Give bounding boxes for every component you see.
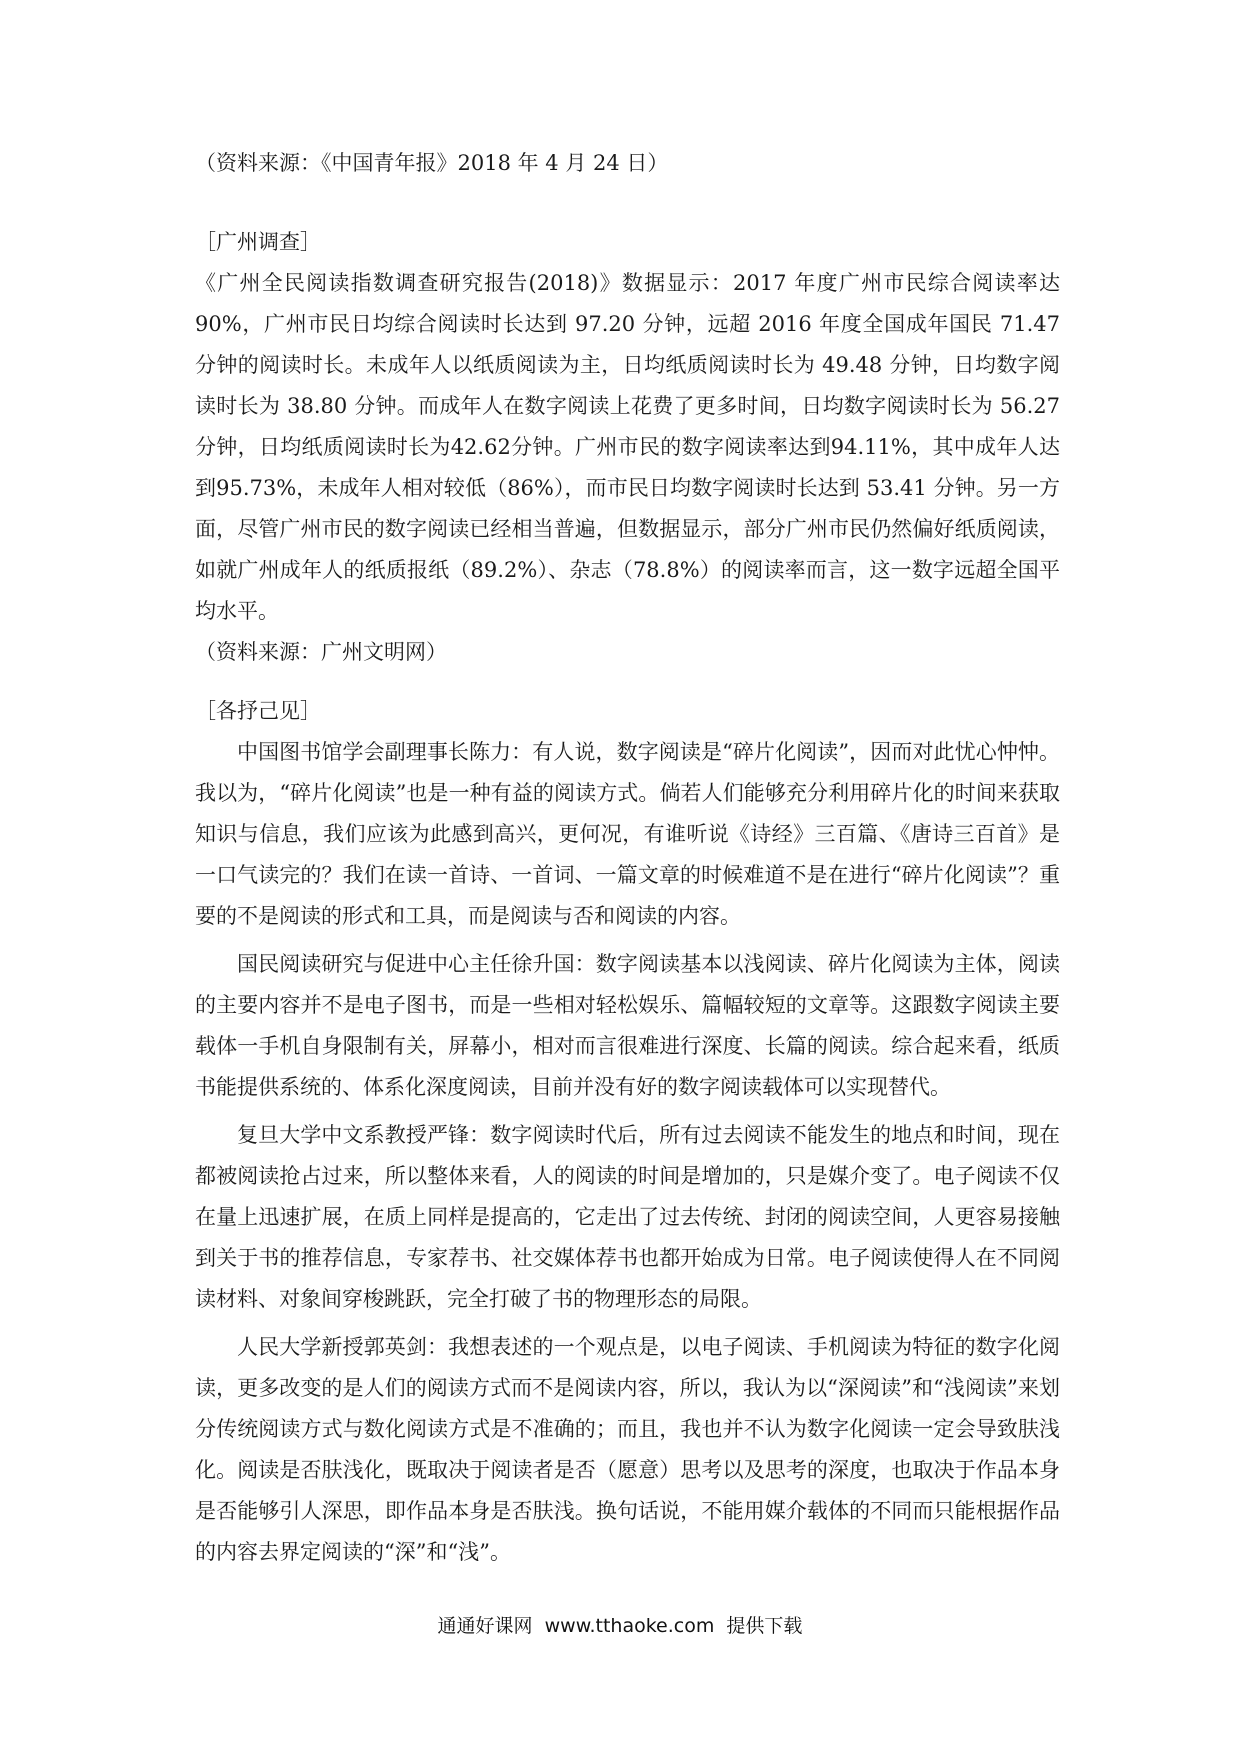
- footer-url[interactable]: www.tthaoke.com: [544, 1615, 715, 1637]
- section-heading-guangzhou: ［广州调查］: [195, 230, 321, 254]
- opinion-paragraph: 人民大学新授郭英剑：我想表述的一个观点是，以电子阅读、手机阅读为特征的数字化阅读，更多改变的是人们的阅读方式而不是阅读内容，所以，我认为以“深阅读”和“浅阅读”来划分传统阅读方式与数化阅读方式是不准确的；而且，我也并不认为数字化阅读一定会导致肤浅化。阅读是否肤浅化，既取决于阅读者是否（愿意）思考以及思考的深度，也取决于作品本身是否能够引人深思，即作品本身是否肤浅。换句话说，不能用媒介载体的不同而只能根据作品的内容去界定阅读的“深”和“浅”。: [195, 1335, 1060, 1564]
- opinion-paragraph: 复旦大学中文系教授严锋：数字阅读时代后，所有过去阅读不能发生的地点和时间，现在都被阅读抢占过来，所以整体来看，人的阅读的时间是增加的，只是媒介变了。电子阅读不仅在量上迅速扩展，在质上同样是提高的，它走出了过去传统、封闭的阅读空间，人更容易接触到关于书的推荐信息，专家荐书、社交媒体荐书也都开始成为日常。电子阅读使得人在不同阅读材料、对象间穿梭跳跃，完全打破了书的物理形态的局限。: [195, 1123, 1060, 1311]
- opinion-paragraph: 中国图书馆学会副理事长陈力：有人说，数字阅读是“碎片化阅读”，因而对此忧心忡忡。我以为，“碎片化阅读”也是一种有益的阅读方式。倘若人们能够充分利用碎片化的时间来获取知识与信息，我们应该为此感到高兴，更何况，有谁听说《诗经》三百篇、《唐诗三百首》是一口气读完的？我们在读一首诗、一首词、一篇文章的时候难道不是在进行“碎片化阅读”？重要的不是阅读的形式和工具，而是阅读与否和阅读的内容。: [195, 740, 1060, 928]
- page-footer: [0, 1611, 1240, 1638]
- guangzhou-survey-section: [195, 222, 1060, 673]
- opinion-paragraph: 国民阅读研究与促进中心主任徐升国：数字阅读基本以浅阅读、碎片化阅读为主体，阅读的主要内容并不是电子图书，而是一些相对轻松娱乐、篇幅较短的文章等。这跟数字阅读主要载体一手机自身限制有关，屏幕小，相对而言很难进行深度、长篇的阅读。综合起来看，纸质书能提供系统的、体系化深度阅读，目前并没有好的数字阅读载体可以实现替代。: [195, 952, 1060, 1099]
- source-citation-top: [195, 143, 1060, 184]
- source-text: （资料来源：《中国青年报》2018 年 4 月 24 日）: [195, 151, 669, 175]
- opinions-section: [195, 691, 1060, 1573]
- footer-suffix: 提供下载: [726, 1615, 803, 1637]
- guangzhou-survey-body: 《广州全民阅读指数调查研究报告(2018)》数据显示：2017 年度广州市民综合阅读率达 90%，广州市民日均综合阅读时长达到 97.20 分钟，远超 2016 年度全国成年国民 71.47 分钟的阅读时长。未成年人以纸质阅读为主，日均纸质阅读时长为 49.48 分钟，日均数字阅读时长为 38.80 分钟。而成年人在数字阅读上花费了更多时间，日均数字阅读时长为 56.27 分钟，日均纸质阅读时长为42.62分钟。广州市民的数字阅读率达到94.11%，其中成年人达到95.73%，未成年人相对较低（86%），而市民日均数字阅读时长达到 53.41 分钟。另一方面，尽管广州市民的数字阅读已经相当普遍，但数据显示，部分广州市民仍然偏好纸质阅读，如就广州成年人的纸质报纸（89.2%）、杂志（78.8%）的阅读率而言，这一数字远超全国平均水平。: [195, 271, 1060, 623]
- footer-site-name: 通通好课网: [437, 1615, 533, 1637]
- guangzhou-source: （资料来源：广州文明网）: [195, 640, 447, 664]
- section-heading-opinions: ［各抒己见］: [195, 699, 321, 723]
